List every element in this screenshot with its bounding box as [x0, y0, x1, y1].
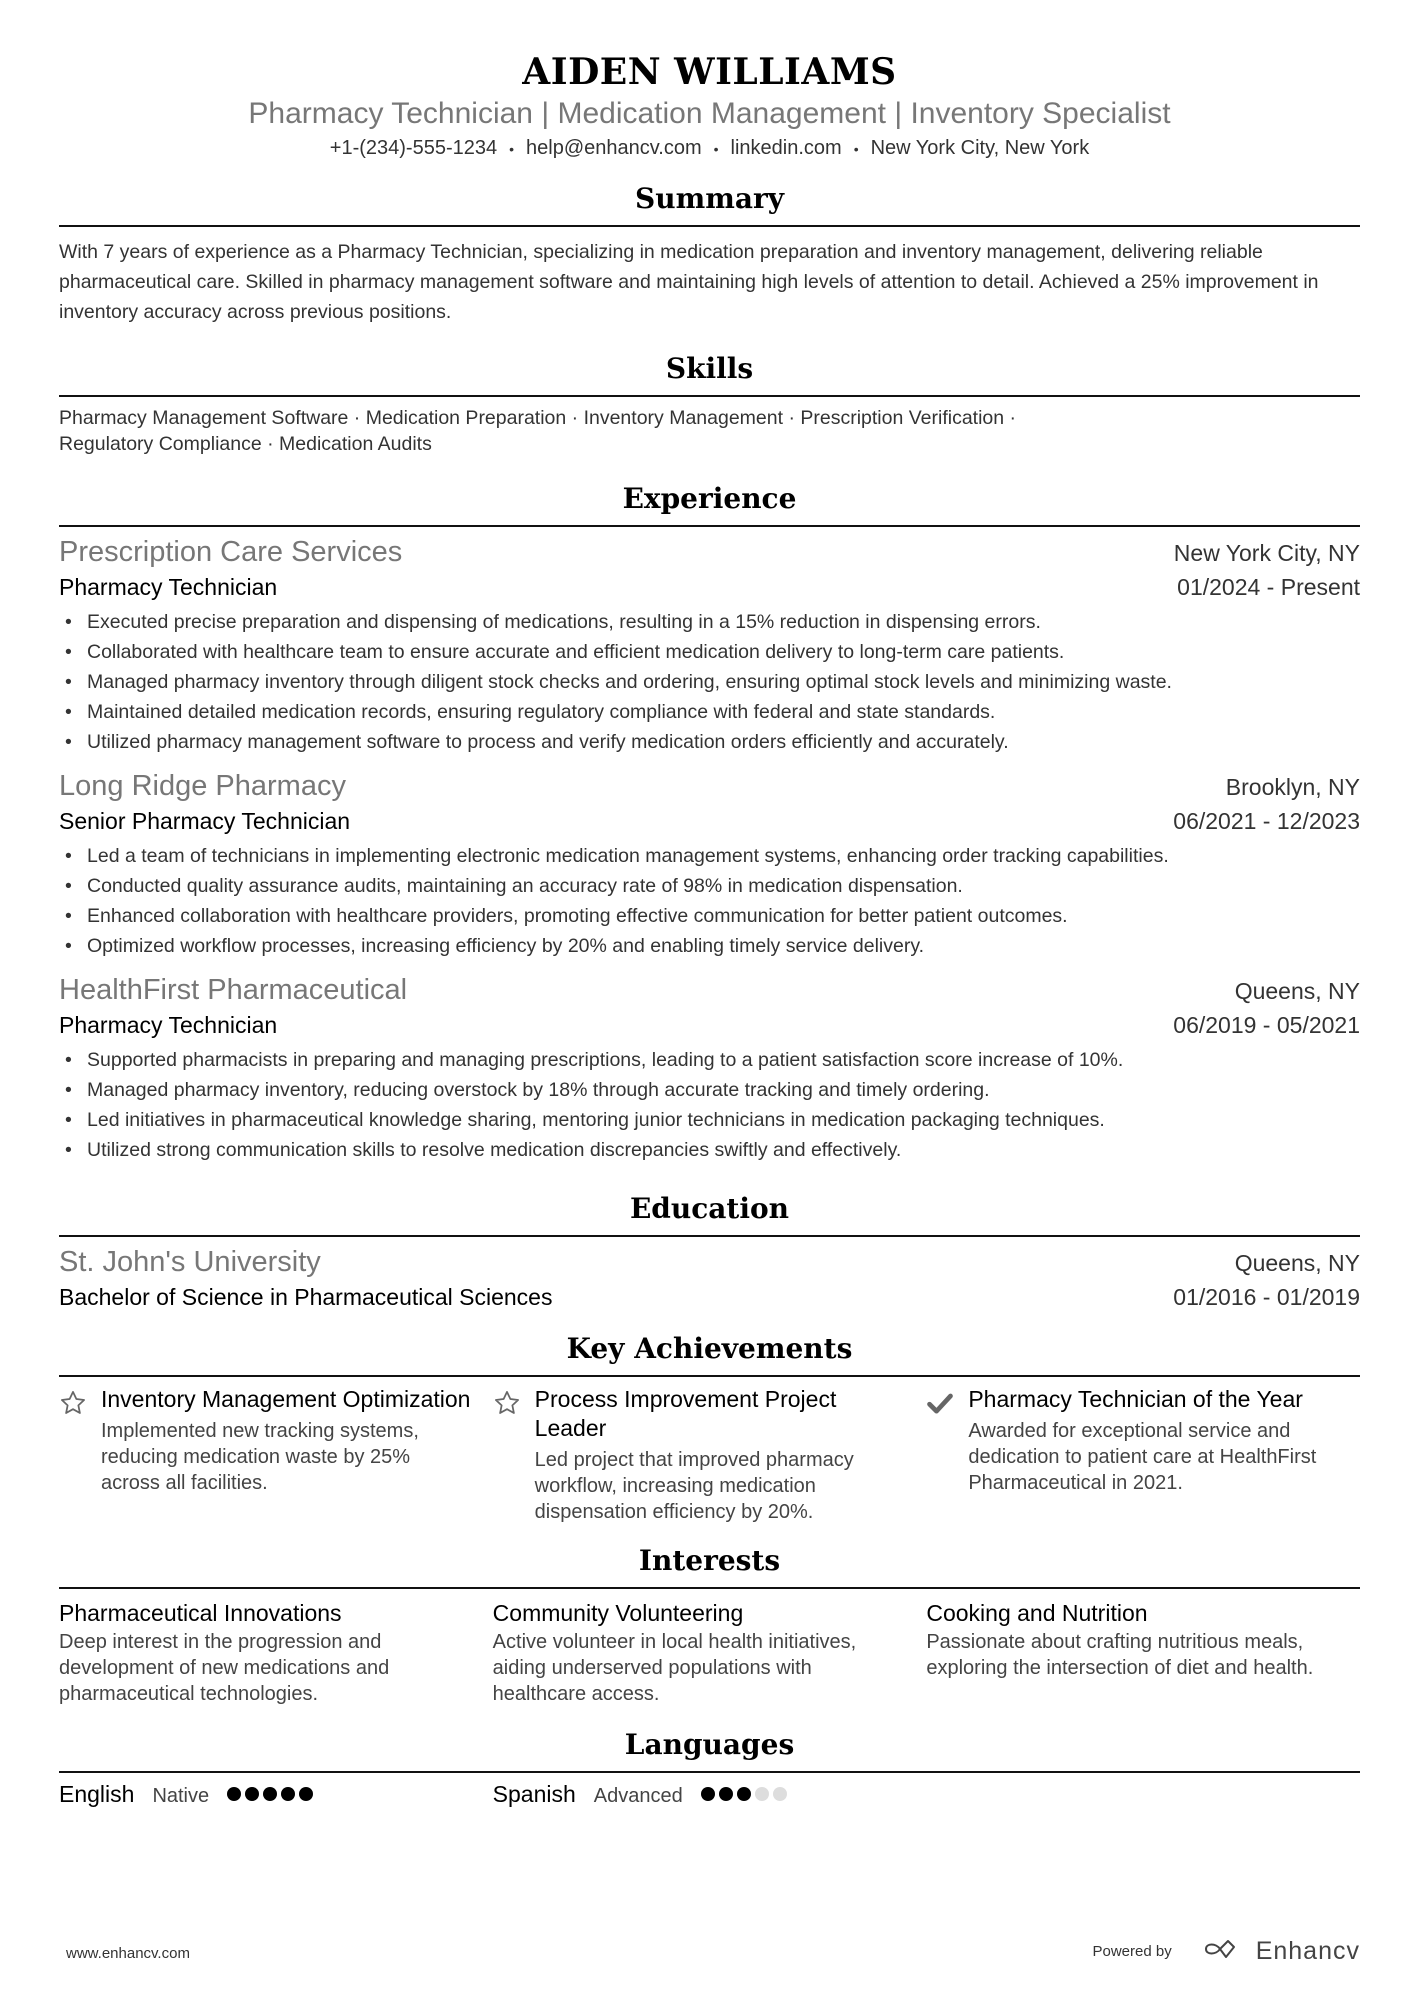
bullet-item: • Maintained detailed medication records, ensuring regulatory compliance with federal and state standards. [59, 697, 1360, 727]
language-level: Native [152, 1784, 210, 1807]
footer-website[interactable]: www.enhancv.com [66, 1945, 190, 1962]
interest-title: Cooking and Nutrition [926, 1599, 1148, 1626]
candidate-name: AIDEN WILLIAMS [522, 51, 897, 93]
achievement-desc: Implemented new tracking systems, reducing medication waste by 25% across all facilities. [101, 1419, 419, 1494]
language-level: Advanced [593, 1784, 683, 1807]
bullet-item: • Enhanced collaboration with healthcare providers, promoting effective communication for better patient outcomes. [59, 901, 1360, 931]
divider [59, 1587, 1360, 1589]
section-title: Experience [622, 481, 797, 515]
proficiency-dots [701, 1787, 787, 1801]
job-dates: 01/2024 - Present [1177, 573, 1360, 600]
divider [59, 1375, 1360, 1377]
skills-line: Pharmacy Management Software · Medication Preparation · Inventory Management · Prescription Verification · [59, 406, 1017, 429]
bullet-item: • Utilized pharmacy management software to process and verify medication orders efficiently and accurately. [59, 727, 1360, 757]
dot-filled [299, 1787, 313, 1801]
linkedin[interactable]: linkedin.com [730, 137, 842, 159]
interests-section [59, 1543, 1360, 1707]
job-dates: 06/2021 - 12/2023 [1173, 807, 1360, 834]
email[interactable]: help@enhancv.com [526, 137, 702, 159]
section-title: Languages [624, 1727, 795, 1761]
separator: • [853, 140, 859, 157]
dot-empty [773, 1787, 787, 1801]
job-location: Brooklyn, NY [1225, 773, 1360, 800]
skills-line: Regulatory Compliance · Medication Audits [59, 432, 432, 455]
education-section [59, 1191, 1360, 1313]
separator: • [713, 140, 719, 157]
achievement-item [493, 1385, 927, 1525]
languages-section [59, 1727, 1360, 1808]
bullet-item: • Led a team of technicians in implementing electronic medication management systems, enhancing order tracking capabilities. [59, 841, 1360, 871]
dot-filled [737, 1787, 751, 1801]
company-name: HealthFirst Pharmaceutical [59, 973, 408, 1006]
education-dates: 01/2016 - 01/2019 [1173, 1283, 1360, 1310]
proficiency-dots [227, 1787, 313, 1801]
school-location: Queens, NY [1234, 1249, 1360, 1276]
divider [59, 1771, 1360, 1773]
company-name: Prescription Care Services [59, 535, 403, 568]
dot-filled [245, 1787, 259, 1801]
bullet-item: • Managed pharmacy inventory through diligent stock checks and ordering, ensuring optimal stock levels and minimizing waste. [59, 667, 1360, 697]
achievement-desc: Led project that improved pharmacy workflow, increasing medication dispensation efficiency by 20%. [534, 1448, 854, 1523]
dot-filled [281, 1787, 295, 1801]
experience-section [59, 481, 1360, 1165]
job-location: Queens, NY [1234, 977, 1360, 1004]
language-name: Spanish [492, 1780, 576, 1807]
degree: Bachelor of Science in Pharmaceutical Sciences [59, 1283, 553, 1310]
school-name: St. John's University [59, 1245, 321, 1278]
dot-filled [701, 1787, 715, 1801]
star-outline-icon [59, 1385, 101, 1525]
language-item [493, 1781, 927, 1808]
job-title: Senior Pharmacy Technician [59, 807, 351, 834]
dot-filled [263, 1787, 277, 1801]
interest-item [926, 1597, 1360, 1707]
checkmark-icon [926, 1385, 968, 1525]
location: New York City, New York [870, 137, 1090, 159]
section-title: Interests [638, 1543, 781, 1577]
bullet-item: • Optimized workflow processes, increasing efficiency by 20% and enabling timely service delivery. [59, 931, 1360, 961]
experience-entry [59, 971, 1360, 1165]
summary-section [59, 181, 1360, 327]
resume-page [59, 0, 1360, 1808]
contact-line [59, 134, 1360, 163]
bullet-item: • Conducted quality assurance audits, maintaining an accuracy rate of 98% in medication dispensation. [59, 871, 1360, 901]
bullet-list [59, 607, 1360, 757]
phone: +1-(234)-555-1234 [329, 137, 498, 159]
achievement-desc: Awarded for exceptional service and dedication to patient care at HealthFirst Pharmaceutical in 2021. [968, 1419, 1317, 1494]
education-entry [59, 1243, 1360, 1313]
achievement-item [59, 1385, 493, 1525]
enhancv-logo-icon [1200, 1937, 1248, 1966]
achievement-item [926, 1385, 1360, 1525]
interest-title: Pharmaceutical Innovations [59, 1599, 342, 1626]
achievement-title: Process Improvement Project Leader [534, 1385, 837, 1441]
section-title: Summary [635, 181, 784, 215]
experience-entry [59, 533, 1360, 757]
job-dates: 06/2019 - 05/2021 [1173, 1011, 1360, 1038]
section-title: Key Achievements [566, 1331, 853, 1365]
resume-header [59, 50, 1360, 163]
interest-desc: Deep interest in the progression and development of new medications and pharmaceutical technologies. [59, 1630, 390, 1705]
company-name: Long Ridge Pharmacy [59, 769, 346, 802]
divider [59, 395, 1360, 397]
headline: Pharmacy Technician | Medication Management | Inventory Specialist [248, 97, 1171, 130]
interest-title: Community Volunteering [492, 1599, 744, 1626]
divider [59, 525, 1360, 527]
bullet-item: • Executed precise preparation and dispensing of medications, resulting in a 15% reduction in dispensing errors. [59, 607, 1360, 637]
footer-branding [1092, 1937, 1360, 1966]
interest-desc: Active volunteer in local health initiatives, aiding underserved populations with healthcare access. [492, 1630, 857, 1705]
language-name: English [59, 1780, 135, 1807]
job-title: Pharmacy Technician [59, 573, 278, 600]
interest-item [59, 1597, 493, 1707]
bullet-item: • Led initiatives in pharmaceutical knowledge sharing, mentoring junior technicians in medication packaging techniques. [59, 1105, 1360, 1135]
bullet-list [59, 1045, 1360, 1165]
job-title: Pharmacy Technician [59, 1011, 278, 1038]
achievements-section [59, 1331, 1360, 1525]
language-item [59, 1781, 493, 1808]
experience-entry [59, 767, 1360, 961]
divider [59, 225, 1360, 227]
achievement-title: Inventory Management Optimization [101, 1385, 471, 1412]
job-location: New York City, NY [1173, 539, 1360, 566]
dot-filled [719, 1787, 733, 1801]
powered-by-label: Powered by [1092, 1943, 1172, 1960]
skills-list [59, 405, 1360, 457]
section-title: Skills [665, 351, 754, 385]
bullet-item: • Supported pharmacists in preparing and managing prescriptions, leading to a patient satisfaction score increase of 10%. [59, 1045, 1360, 1075]
brand-name: Enhancv [1255, 1937, 1360, 1965]
section-title: Education [629, 1191, 790, 1225]
star-outline-icon [493, 1385, 535, 1525]
separator: • [509, 140, 515, 157]
interest-desc: Passionate about crafting nutritious meals, exploring the intersection of diet and health. [926, 1630, 1314, 1679]
summary-text: With 7 years of experience as a Pharmacy Technician, specializing in medication preparation and inventory management, delivering reliable pharmaceutical care. Skilled in pharmacy management software and maintaining high levels of attention to detail. Achieved a 25% improvement in inventory accuracy across previous positions. [59, 240, 1319, 323]
dot-empty [755, 1787, 769, 1801]
bullet-item: • Collaborated with healthcare team to ensure accurate and efficient medication delivery to long-term care patients. [59, 637, 1360, 667]
bullet-list [59, 841, 1360, 961]
interest-item [493, 1597, 927, 1707]
achievement-title: Pharmacy Technician of the Year [968, 1385, 1303, 1412]
bullet-item: • Managed pharmacy inventory, reducing overstock by 18% through accurate tracking and timely ordering. [59, 1075, 1360, 1105]
bullet-item: • Utilized strong communication skills to resolve medication discrepancies swiftly and effectively. [59, 1135, 1360, 1165]
dot-filled [227, 1787, 241, 1801]
skills-section [59, 351, 1360, 457]
divider [59, 1235, 1360, 1237]
